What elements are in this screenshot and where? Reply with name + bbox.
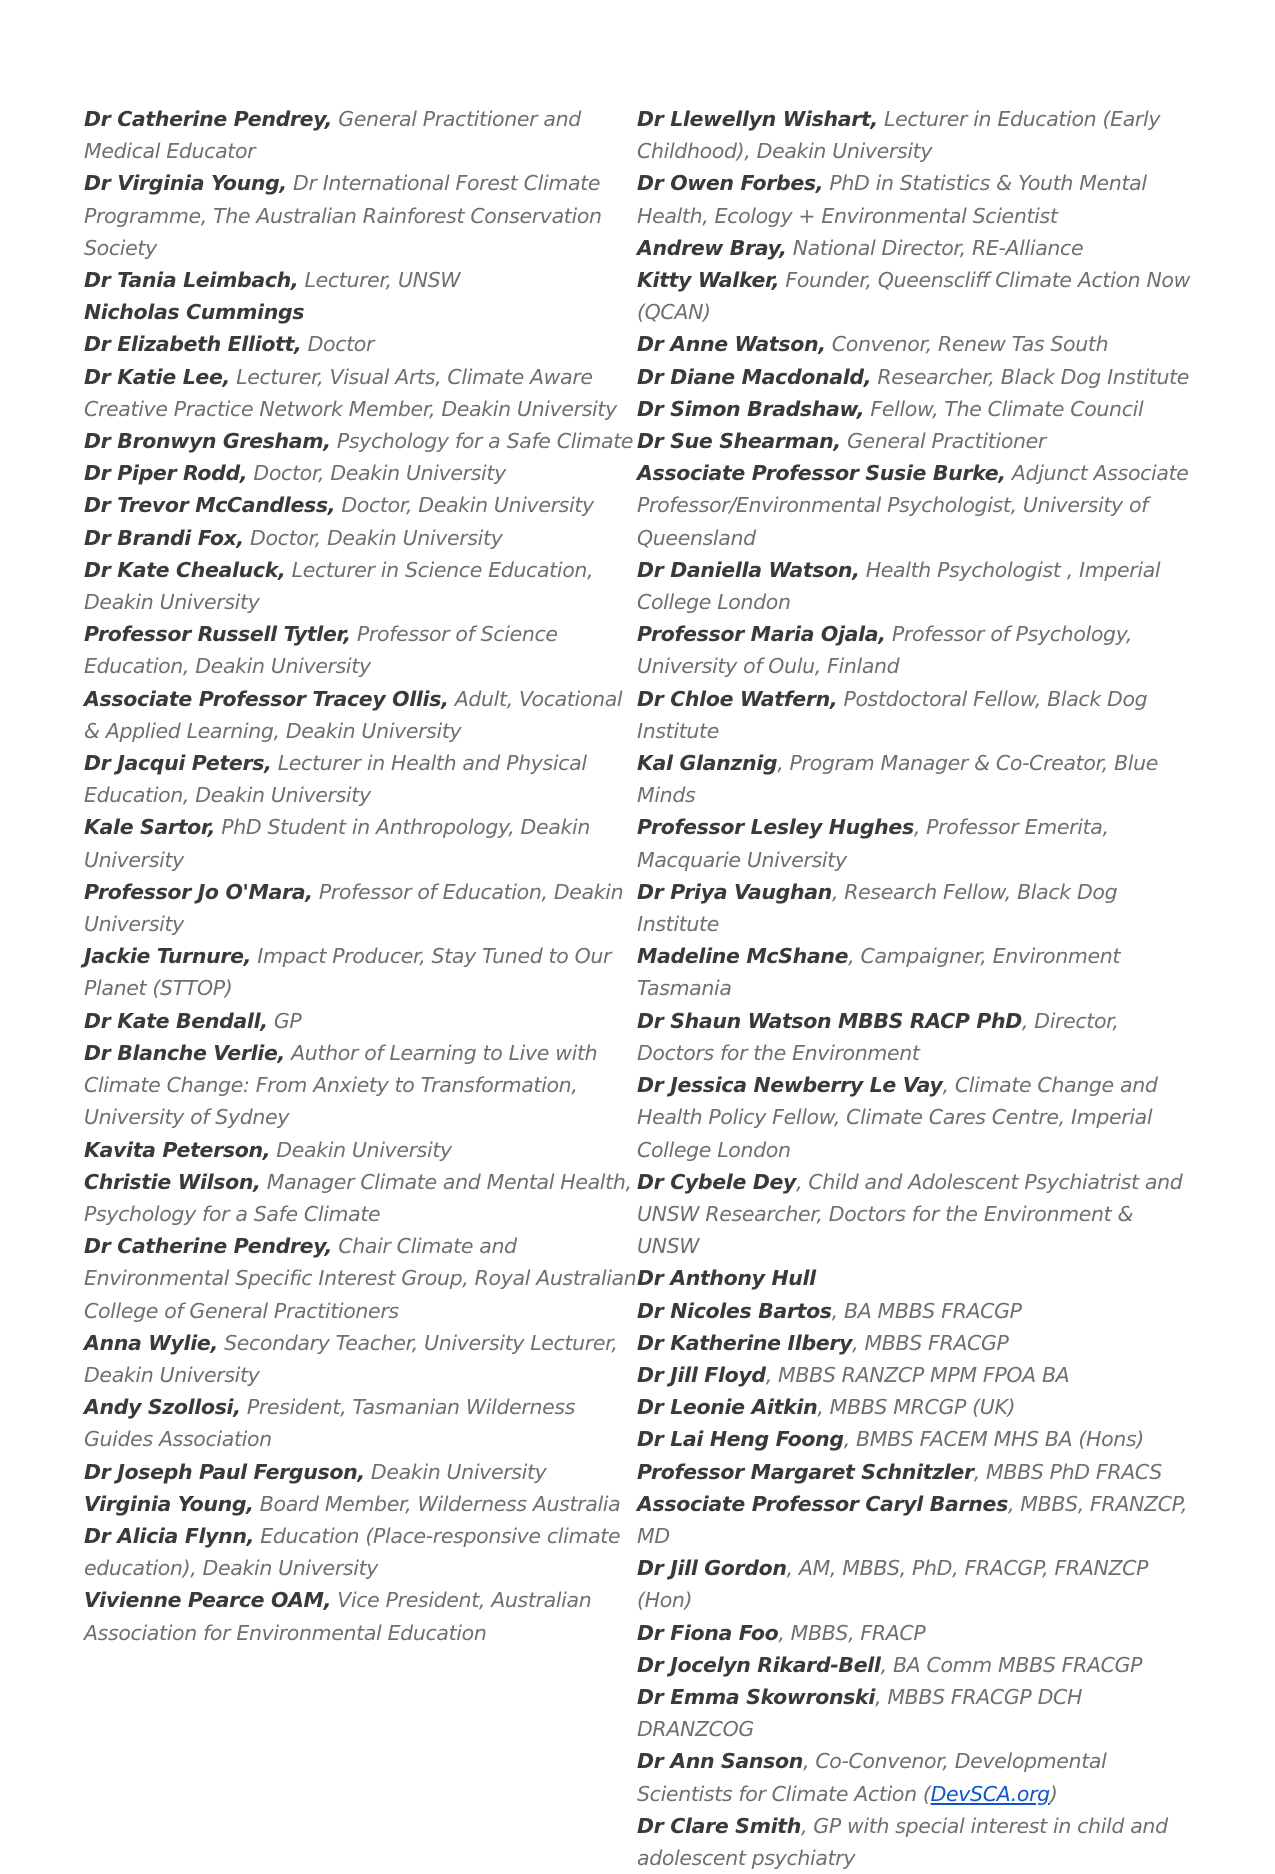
signatory-entry <box>637 1681 1199 1745</box>
signatory-name: Nicholas Cummings <box>84 300 305 325</box>
signatory-name: Dr Brandi Fox, <box>84 525 244 550</box>
signatory-affiliation: , MBBS FRACGP <box>852 1330 1009 1355</box>
signatory-name: Virginia Young, <box>84 1491 254 1516</box>
signatory-name: Dr Nicoles Bartos <box>637 1298 832 1323</box>
signatory-entry <box>637 1617 1199 1649</box>
signatory-affiliation: , Professor Emerita, Macquarie University <box>637 815 1109 872</box>
signatory-affiliation: Professor of Education, Deakin University <box>84 879 624 937</box>
signatory-name: Dr Kate Bendall, <box>84 1008 268 1033</box>
signatory-entry <box>84 1134 644 1166</box>
signatory-name: Dr Leonie Aitkin <box>637 1395 818 1420</box>
signatory-entry <box>637 1423 1199 1455</box>
signatory-entry <box>637 1391 1199 1423</box>
signatory-affiliation: GP <box>267 1008 302 1033</box>
signatory-affiliation: Impact Producer, Stay Tuned to Our Planet (STTOP) <box>84 944 612 1001</box>
signatory-entry <box>637 361 1199 393</box>
signatory-entry <box>84 1488 644 1520</box>
signatory-entry <box>84 876 644 940</box>
signatory-affiliation: , Director, Doctors for the Environment <box>637 1008 1119 1065</box>
signatory-affiliation: Fellow, The Climate Council <box>864 396 1144 421</box>
signatory-entry <box>84 683 644 747</box>
signatory-name: Dr Virginia Young, <box>84 171 287 196</box>
signatory-entry <box>84 1230 644 1327</box>
signatory-entry <box>637 1262 1199 1294</box>
signatory-name: Dr Piper Rodd, <box>84 461 248 486</box>
signatory-affiliation: , MBBS MRCGP (UK) <box>817 1395 1016 1420</box>
signatory-entry <box>84 296 644 328</box>
signatory-name: Kale Sartor, <box>84 815 216 840</box>
signatory-name: Professor Russell Tytler, <box>84 622 351 647</box>
signatory-affiliation: Author of Learning to Live with Climate Change: From Anxiety to Transformation, University of Sydney <box>84 1040 598 1130</box>
signatory-name: Dr Tania Leimbach, <box>84 268 299 293</box>
signatory-entry <box>637 1327 1199 1359</box>
signatory-affiliation: Board Member, Wilderness Australia <box>253 1491 621 1516</box>
signatory-name: Vivienne Pearce OAM, <box>84 1588 332 1613</box>
signatory-entry <box>84 940 644 1004</box>
website-link[interactable]: DevSCA.org <box>930 1781 1050 1806</box>
signatory-entry <box>637 1166 1199 1263</box>
signatory-affiliation: , AM, MBBS, PhD, FRACGP, FRANZCP (Hon) <box>637 1556 1149 1613</box>
signatory-entry <box>84 457 644 489</box>
signatory-entry <box>637 1005 1199 1069</box>
signatory-entry <box>637 1552 1199 1616</box>
signatory-affiliation-end: ) <box>1049 1781 1058 1806</box>
signatory-name: Jackie Turnure, <box>84 944 252 969</box>
signatory-affiliation: Convenor, Renew Tas South <box>825 332 1109 357</box>
signatory-entry <box>637 1488 1199 1552</box>
signatory-name: Professor Jo O'Mara, <box>84 879 313 904</box>
signatory-name: Associate Professor Susie Burke, <box>637 461 1006 486</box>
signatory-name: Dr Cybele Dey <box>637 1169 797 1194</box>
signatory-name: Dr Lai Heng Foong <box>637 1427 844 1452</box>
signatory-affiliation: , MBBS PhD FRACS <box>973 1459 1162 1484</box>
signatory-entry <box>637 811 1199 875</box>
signatory-affiliation: President, Tasmanian Wilderness Guides Association <box>84 1395 576 1452</box>
signatory-affiliation: , MBBS RANZCP MPM FPOA BA <box>765 1362 1070 1387</box>
signatory-name: Professor Lesley Hughes <box>637 815 914 840</box>
signatory-name: Dr Katherine Ilbery <box>637 1330 853 1355</box>
signatory-name: Kitty Walker, <box>637 268 780 293</box>
signatory-affiliation: Founder, Queenscliff Climate Action Now (QCAN) <box>637 268 1191 325</box>
signatory-entry <box>84 1391 644 1455</box>
signatory-name: Dr Bronwyn Gresham, <box>84 429 331 454</box>
signatory-entry <box>84 1456 644 1488</box>
signatory-affiliation: Professor of Psychology, University of Oulu, Finland <box>637 622 1133 679</box>
signatory-name: Dr Sue Shearman, <box>637 429 841 454</box>
signatory-entry <box>637 167 1199 231</box>
signatory-affiliation: General Practitioner <box>840 429 1046 454</box>
signatory-entry <box>84 1584 644 1648</box>
signatory-name: Dr Emma Skowronski <box>637 1684 875 1709</box>
signatory-affiliation: , MBBS FRACGP DCH DRANZCOG <box>637 1684 1083 1742</box>
signatory-name: Dr Elizabeth Elliott, <box>84 332 302 357</box>
signatory-name: Anna Wylie, <box>84 1330 218 1355</box>
signatory-name: Dr Chloe Watfern, <box>637 686 838 711</box>
signatory-affiliation: Lecturer in Health and Physical Education, Deakin University <box>84 751 587 808</box>
signatory-name: Christie Wilson, <box>84 1169 261 1194</box>
signatory-entry <box>637 1359 1199 1391</box>
signatory-affiliation: Doctor <box>301 332 375 357</box>
signatory-entry <box>84 103 644 167</box>
signatory-affiliation: Lecturer, UNSW <box>298 268 461 293</box>
signatory-entry <box>637 1810 1199 1874</box>
signatory-affiliation: Adjunct Associate Professor/Environmental Psychologist, University of Queensland <box>637 461 1189 550</box>
signatory-affiliation: General Practitioner and Medical Educator <box>84 107 581 164</box>
signatory-entry <box>637 683 1199 747</box>
signatory-affiliation: Manager Climate and Mental Health, Psychology for a Safe Climate <box>84 1169 632 1226</box>
signatory-entry <box>84 1166 644 1230</box>
signatory-affiliation: Vice President, Australian Association for Environmental Education <box>84 1588 592 1645</box>
signatory-name: Dr Ann Sanson <box>637 1749 803 1774</box>
signatory-name: Dr Jill Floyd <box>637 1362 766 1387</box>
signatory-name: Dr Diane Macdonald, <box>637 364 872 389</box>
signatory-affiliation: Deakin University <box>364 1459 547 1484</box>
signatory-name: Dr Blanche Verlie, <box>84 1040 285 1065</box>
signatory-name: Dr Priya Vaughan <box>637 879 832 904</box>
signatory-affiliation: , BA Comm MBBS FRACGP <box>880 1652 1143 1677</box>
signatory-entry <box>84 328 644 360</box>
signatory-affiliation: Professor of Science Education, Deakin University <box>84 622 558 679</box>
signatory-name: Professor Margaret Schnitzler <box>637 1459 974 1484</box>
signatory-affiliation: PhD in Statistics & Youth Mental Health, Ecology + Environmental Scientist <box>637 171 1147 228</box>
signatory-affiliation: , Co-Convenor, Developmental Scientists for Climate Action ( <box>637 1749 1107 1806</box>
signatory-affiliation: , BA MBBS FRACGP <box>831 1298 1022 1323</box>
signatory-entry <box>637 1649 1199 1681</box>
signatory-name: Dr Trevor McCandless, <box>84 493 336 518</box>
signatory-entry <box>637 1069 1199 1166</box>
signatory-entry <box>637 1295 1199 1327</box>
signatory-affiliation: Deakin University <box>270 1137 452 1162</box>
signatory-entry <box>84 522 644 554</box>
signatory-affiliation: Lecturer in Science Education, Deakin University <box>84 557 594 615</box>
signatory-entry <box>84 747 644 811</box>
signatory-entry <box>637 876 1199 940</box>
signatory-entry <box>637 328 1199 360</box>
signatory-entry <box>637 554 1199 618</box>
signatory-affiliation: Researcher, Black Dog Institute <box>871 364 1190 389</box>
signatory-name: Associate Professor Tracey Ollis, <box>84 686 449 711</box>
signatory-entry <box>637 457 1199 554</box>
signatory-affiliation: Psychology for a Safe Climate <box>330 429 634 454</box>
signatory-entry <box>84 264 644 296</box>
signatory-entry <box>637 618 1199 682</box>
signatory-affiliation: , Research Fellow, Black Dog Institute <box>637 879 1118 937</box>
signatory-affiliation: , GP with special interest in child and adolescent psychiatry <box>637 1813 1168 1870</box>
signatory-entry <box>84 1327 644 1391</box>
signatory-affiliation: , BMBS FACEM MHS BA (Hons) <box>843 1427 1144 1452</box>
signatory-entry <box>84 425 644 457</box>
signatory-name: Kavita Peterson, <box>84 1137 271 1162</box>
signatory-name: Dr Catherine Pendrey, <box>84 1234 333 1259</box>
signatory-entry <box>637 232 1199 264</box>
signatory-affiliation: PhD Student in Anthropology, Deakin University <box>84 815 590 872</box>
signatory-name: Dr Jacqui Peters, <box>84 751 272 776</box>
signatory-entry <box>84 554 644 618</box>
signatory-name: Dr Catherine Pendrey, <box>84 107 333 131</box>
signatory-name: Madeline McShane <box>637 944 849 969</box>
signatory-name: Dr Daniella Watson, <box>637 557 860 582</box>
signatory-name: Dr Owen Forbes, <box>637 171 824 196</box>
signatory-affiliation: Chair Climate and Environmental Specific Interest Group, Royal Australian College of General Practitioners <box>84 1234 637 1323</box>
signatory-affiliation: Adult, Vocational & Applied Learning, Deakin University <box>84 686 623 743</box>
signatory-affiliation: Doctor, Deakin University <box>247 461 506 486</box>
signatory-affiliation: Lecturer, Visual Arts, Climate Aware Creative Practice Network Member, Deakin University <box>84 364 617 421</box>
signatory-name: Dr Llewellyn Wishart, <box>637 107 878 131</box>
signatory-entry <box>637 940 1199 1004</box>
signatory-affiliation: Doctor, Deakin University <box>243 525 503 550</box>
signatory-affiliation: , Campaigner, Environment Tasmania <box>637 944 1121 1001</box>
signatory-name: Dr Simon Bradshaw, <box>637 396 865 421</box>
signatory-affiliation: , MBBS, FRACP <box>778 1620 926 1645</box>
signatory-name: Dr Anthony Hull <box>637 1266 816 1291</box>
signatory-entry <box>84 811 644 875</box>
signatory-affiliation: Doctor, Deakin University <box>335 493 594 518</box>
signatory-name: Dr Fiona Foo <box>637 1620 779 1645</box>
signatory-name: Andrew Bray, <box>637 235 787 260</box>
signatory-entry <box>637 425 1199 457</box>
signatory-name: Kal Glanznig <box>637 751 778 776</box>
signatory-affiliation: Lecturer in Education (Early Childhood), Deakin University <box>637 107 1161 164</box>
signatory-name: Associate Professor Caryl Barnes <box>637 1491 1008 1516</box>
signatory-name: Dr Jill Gordon <box>637 1556 787 1581</box>
signatory-affiliation: , MBBS, FRANZCP, MD <box>637 1491 1188 1548</box>
signatory-name: Dr Shaun Watson MBBS RACP PhD <box>637 1008 1022 1033</box>
signatory-affiliation: National Director, RE-Alliance <box>786 235 1084 260</box>
signatory-entry <box>84 167 644 264</box>
signatory-affiliation: , Climate Change and Health Policy Fellow, Climate Cares Centre, Imperial College London <box>637 1073 1158 1162</box>
signatory-entry <box>84 1005 644 1037</box>
signatory-affiliation: Education (Place-responsive climate education), Deakin University <box>84 1523 621 1581</box>
signatory-entry <box>84 1520 644 1584</box>
signatory-affiliation: Secondary Teacher, University Lecturer, Deakin University <box>84 1330 618 1387</box>
signatory-entry <box>637 393 1199 425</box>
signatory-affiliation: , Program Manager & Co-Creator, Blue Minds <box>637 751 1159 808</box>
signatory-entry <box>84 361 644 425</box>
signatories-right-column <box>637 103 1199 1874</box>
signatory-entry <box>84 1037 644 1134</box>
signatory-entry <box>637 1456 1199 1488</box>
signatory-name: Dr Anne Watson, <box>637 332 826 357</box>
signatory-name: Dr Katie Lee, <box>84 364 230 389</box>
signatory-affiliation: Health Psychologist , Imperial College London <box>637 557 1161 615</box>
signatory-entry <box>637 747 1199 811</box>
signatory-entry <box>84 618 644 682</box>
signatory-affiliation: Dr International Forest Climate Programme, The Australian Rainforest Conservation Society <box>84 171 602 260</box>
signatory-entry <box>637 264 1199 328</box>
signatory-entry <box>637 103 1199 167</box>
signatories-left-column <box>84 103 644 1649</box>
signatory-affiliation: , Child and Adolescent Psychiatrist and UNSW Researcher, Doctors for the Environment & UNSW <box>637 1169 1183 1259</box>
signatory-affiliation: Postdoctoral Fellow, Black Dog Institute <box>637 686 1148 743</box>
signatory-entry <box>84 489 644 521</box>
signatory-name: Andy Szollosi, <box>84 1395 241 1420</box>
signatory-name: Dr Jessica Newberry Le Vay <box>637 1073 943 1098</box>
signatory-name: Dr Joseph Paul Ferguson, <box>84 1459 365 1484</box>
signatory-entry <box>637 1745 1199 1809</box>
signatory-name: Dr Kate Chealuck, <box>84 557 286 582</box>
signatory-name: Dr Alicia Flynn, <box>84 1523 255 1548</box>
signatory-name: Dr Clare Smith <box>637 1813 801 1838</box>
signatory-name: Professor Maria Ojala, <box>637 622 886 647</box>
signatory-name: Dr Jocelyn Rikard-Bell <box>637 1652 881 1677</box>
